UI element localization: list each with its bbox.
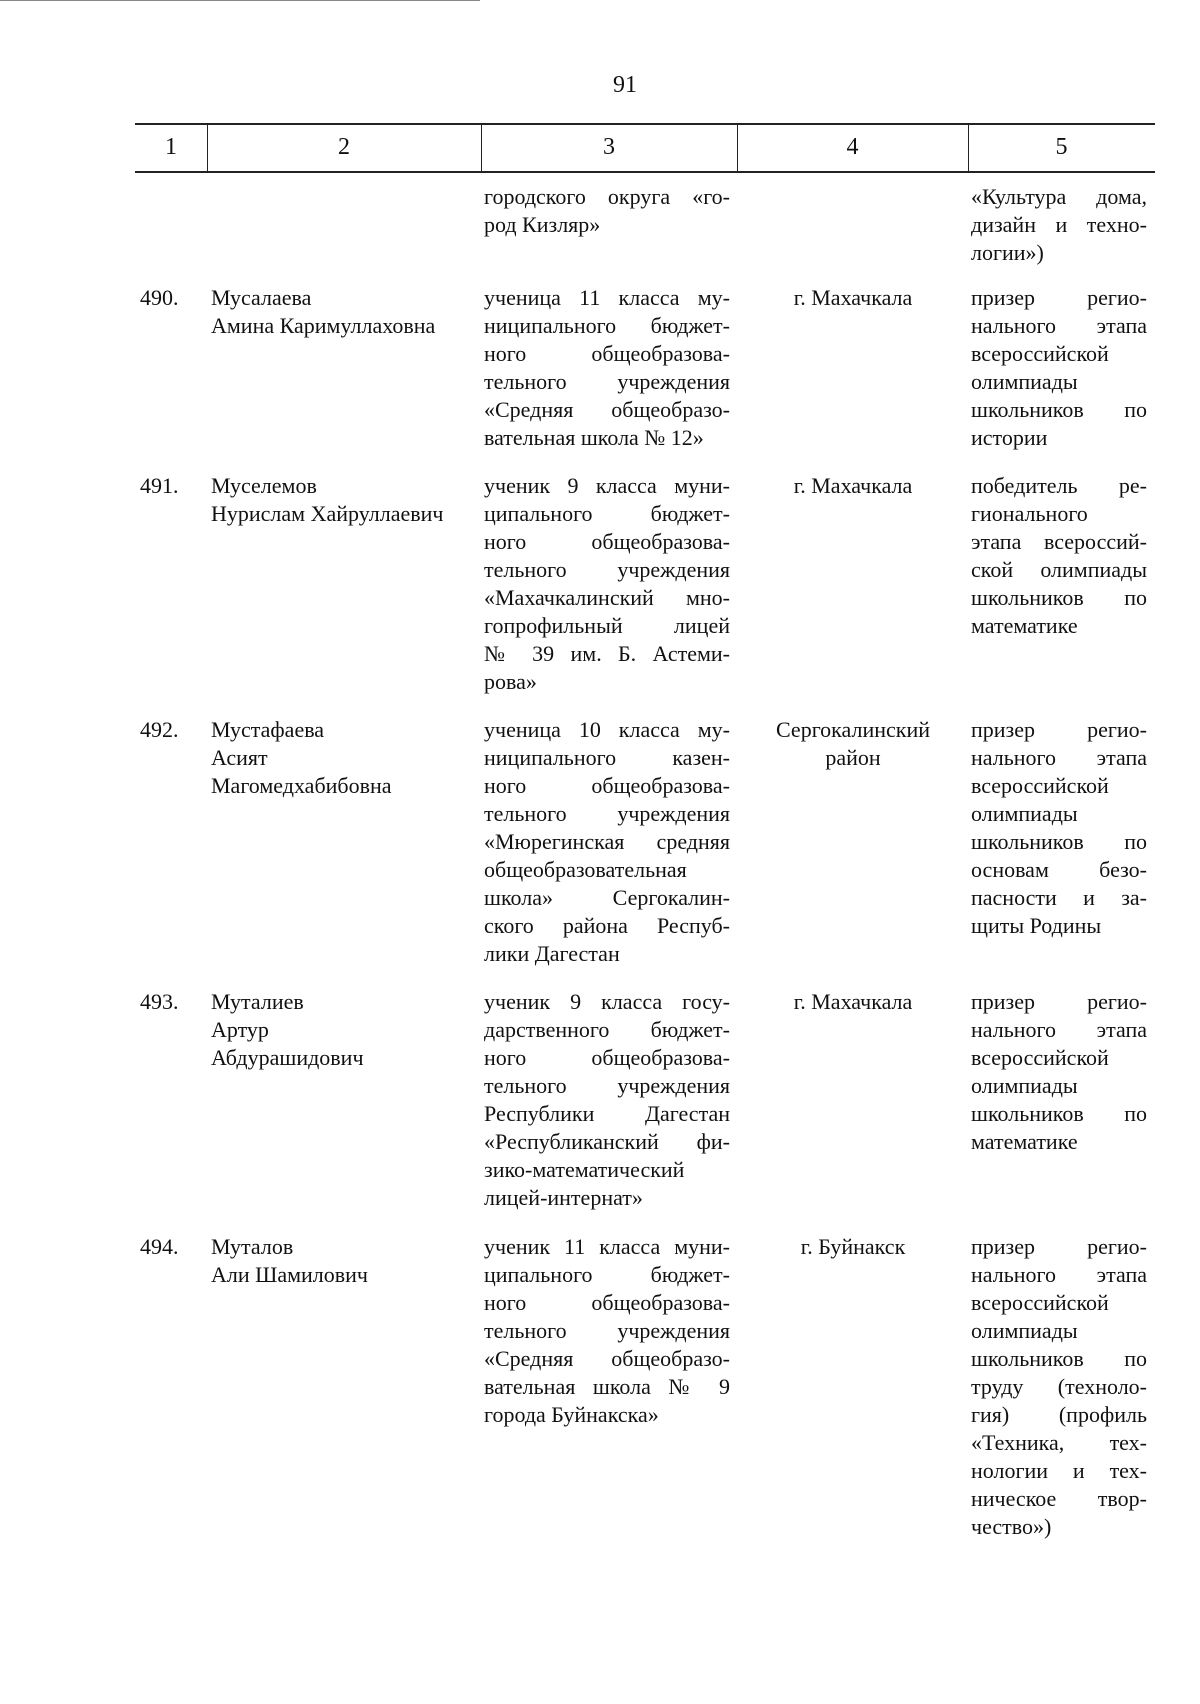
text-line: пасности и за-	[971, 885, 1147, 910]
text-line: ническое твор-	[971, 1486, 1147, 1511]
text-line: лики Дагестан	[484, 941, 620, 966]
text-line: род Кизляр»	[484, 212, 601, 237]
text-line: дизайн и техно-	[971, 212, 1147, 237]
text-line: города Буйнакска»	[484, 1402, 659, 1427]
text-line: школьников по	[971, 1346, 1147, 1371]
text-line: тельного учреждения	[484, 801, 730, 826]
text-line: тельного учреждения	[484, 1073, 730, 1098]
text-line: ученик 9 класса госу-	[484, 989, 730, 1014]
text-line: ученица 10 класса му-	[484, 717, 730, 742]
school-cell	[484, 472, 730, 696]
column-header-2: 2	[338, 134, 350, 160]
text-line: этапа всероссий-	[971, 529, 1147, 554]
person-name: Муселемов Нурислам Хайруллаевич	[211, 473, 444, 526]
column-header-1: 1	[165, 134, 177, 160]
text-line: ского района Респуб-	[484, 913, 730, 938]
table-column-header	[135, 123, 1155, 173]
text-line: логии»)	[971, 240, 1044, 265]
person-name: Мустафаева Асият Магомедхабибовна	[211, 717, 392, 798]
award-cell	[971, 183, 1147, 267]
text-line: «Средняя общеобразо-	[484, 397, 730, 422]
text-line: ного общеобразова-	[484, 341, 730, 366]
text-line: зико-математический	[484, 1157, 685, 1182]
text-line: призер регио-	[971, 989, 1147, 1014]
text-line: ного общеобразова-	[484, 529, 730, 554]
text-line: «Республиканский фи-	[484, 1129, 730, 1154]
text-line: призер регио-	[971, 285, 1147, 310]
text-line: гионального	[971, 501, 1088, 526]
award-cell	[971, 988, 1147, 1156]
school-cell	[484, 284, 730, 452]
column-header-3: 3	[603, 134, 615, 160]
text-line: нального этапа	[971, 313, 1147, 338]
text-line: чество»)	[971, 1514, 1052, 1539]
region: г. Махачкала	[793, 473, 913, 498]
region: г. Буйнакск	[800, 1234, 906, 1259]
text-line: общеобразовательная	[484, 857, 687, 882]
entry-number: 493.	[140, 989, 179, 1014]
text-line: «Мюрегинская средняя	[484, 829, 730, 854]
text-line: всероссийской	[971, 773, 1109, 798]
text-line: нологии и тех-	[971, 1458, 1147, 1483]
text-line: олимпиады	[971, 1073, 1078, 1098]
text-line: ской олимпиады	[971, 557, 1147, 582]
entry-number: 494.	[140, 1234, 179, 1259]
text-line: № 39 им. Б. Астеми-	[484, 641, 730, 666]
text-line: призер регио-	[971, 717, 1147, 742]
text-line: дарственного бюджет-	[484, 1017, 730, 1042]
column-header-4: 4	[846, 134, 859, 160]
text-line: школьников по	[971, 585, 1147, 610]
school-cell	[484, 1233, 730, 1429]
text-line: «Культура дома,	[971, 184, 1147, 209]
text-line: лицей-интернат»	[484, 1185, 643, 1210]
scan-top-edge-line	[0, 0, 480, 1]
text-line: всероссийской	[971, 1290, 1109, 1315]
text-line: тельного учреждения	[484, 557, 730, 582]
person-name: Муталиев Артур Абдурашидович	[211, 989, 364, 1070]
text-line: призер регио-	[971, 1234, 1147, 1259]
text-line: школа» Сергокалин-	[484, 885, 730, 910]
text-line: всероссийской	[971, 341, 1109, 366]
page-number: 91	[613, 72, 637, 98]
text-line: олимпиады	[971, 1318, 1078, 1343]
school-cell	[484, 988, 730, 1212]
text-line: ного общеобразова-	[484, 773, 730, 798]
text-line: олимпиады	[971, 369, 1078, 394]
text-line: нального этапа	[971, 745, 1147, 770]
text-line: ципального бюджет-	[484, 501, 730, 526]
region: г. Махачкала	[793, 989, 913, 1014]
text-line: вательная школа № 9	[484, 1374, 730, 1399]
text-line: ниципального казен-	[484, 745, 730, 770]
entry-number: 491.	[140, 473, 179, 498]
text-line: нального этапа	[971, 1262, 1147, 1287]
text-line: истории	[971, 425, 1048, 450]
text-line: гия) (профиль	[971, 1402, 1147, 1427]
column-header-5: 5	[1055, 134, 1068, 160]
text-line: олимпиады	[971, 801, 1078, 826]
text-line: вательная школа № 12»	[484, 425, 704, 450]
text-line: школьников по	[971, 1101, 1147, 1126]
text-line: ученик 11 класса муни-	[484, 1234, 730, 1259]
text-line: Республики Дагестан	[484, 1101, 730, 1126]
text-line: школьников по	[971, 829, 1147, 854]
entry-number: 490.	[140, 285, 179, 310]
entry-number: 492.	[140, 717, 179, 742]
region: Сергокалинский район	[775, 717, 931, 770]
text-line: ученик 9 класса муни-	[484, 473, 730, 498]
text-line: тельного учреждения	[484, 1318, 730, 1343]
text-line: школьников по	[971, 397, 1147, 422]
school-cell	[484, 183, 730, 239]
award-cell	[971, 716, 1147, 940]
text-line: основам безо-	[971, 857, 1147, 882]
text-line: ниципального бюджет-	[484, 313, 730, 338]
text-line: городского округа «го-	[484, 184, 730, 209]
region: г. Махачкала	[793, 285, 913, 310]
text-line: математике	[971, 613, 1078, 638]
text-line: гопрофильный лицей	[484, 613, 730, 638]
person-name: Мусалаева Амина Каримуллаховна	[211, 285, 436, 338]
text-line: щиты Родины	[971, 913, 1102, 938]
award-cell	[971, 284, 1147, 452]
award-cell	[971, 472, 1147, 640]
text-line: ного общеобразова-	[484, 1045, 730, 1070]
text-line: всероссийской	[971, 1045, 1109, 1070]
award-cell	[971, 1233, 1147, 1541]
text-line: ного общеобразова-	[484, 1290, 730, 1315]
text-line: ципального бюджет-	[484, 1262, 730, 1287]
text-line: «Средняя общеобразо-	[484, 1346, 730, 1371]
text-line: «Махачкалинский мно-	[484, 585, 730, 610]
school-cell	[484, 716, 730, 968]
text-line: ученица 11 класса му-	[484, 285, 730, 310]
text-line: тельного учреждения	[484, 369, 730, 394]
person-name: Муталов Али Шамилович	[211, 1234, 368, 1287]
text-line: рова»	[484, 669, 537, 694]
text-line: труду (техноло-	[971, 1374, 1147, 1399]
text-line: нального этапа	[971, 1017, 1147, 1042]
text-line: математике	[971, 1129, 1078, 1154]
text-line: победитель ре-	[971, 473, 1147, 498]
text-line: «Техника, тех-	[971, 1430, 1147, 1455]
